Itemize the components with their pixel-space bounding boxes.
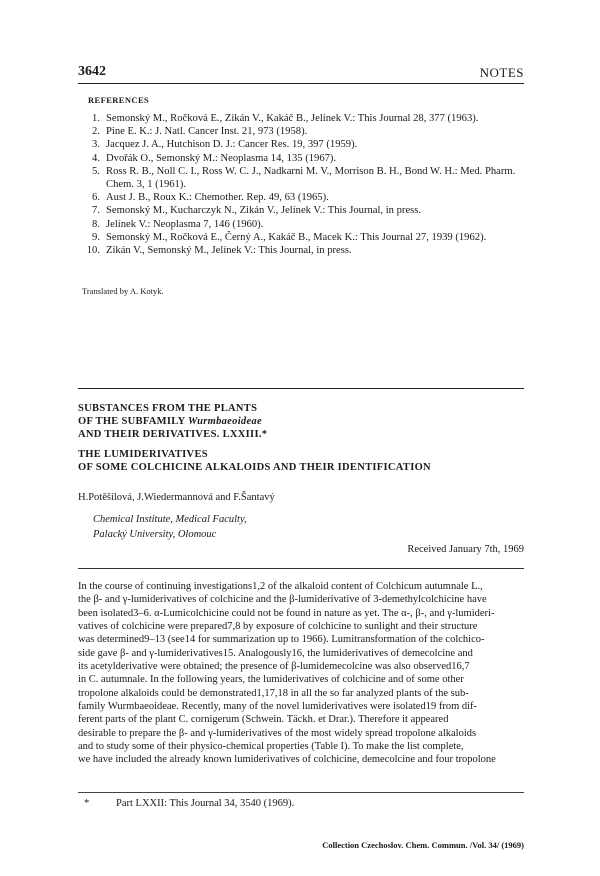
body-line: ferent parts of the plant C. cornigerum (Schwein. Täckh. et Drar.). Therefore it appeared	[78, 714, 449, 726]
reference-item: 9. Semonský M., Ročková E., Černý A., Kakáč B., Macek K.: This Journal 27, 1939 (1962).	[92, 231, 487, 243]
body-line: and to study some of their physico-chemical properties (Table I). To make the list complete,	[78, 741, 464, 753]
references-list	[80, 112, 528, 257]
reference-item: 10. Zikán V., Semonský M., Jelínek V.: This Journal, in press.	[86, 245, 352, 257]
reference-item: 8. Jelínek V.: Neoplasma 7, 146 (1960).	[92, 218, 264, 230]
references-heading: REFERENCES	[88, 95, 150, 105]
reference-item: 4. Dvořák O., Semonský M.: Neoplasma 14, 135 (1967).	[92, 152, 337, 164]
footnote-text: Part LXXII: This Journal 34, 3540 (1969).	[116, 798, 295, 809]
reference-item: 6. Aust J. B., Roux K.: Chemother. Rep. 49, 63 (1965).	[92, 192, 329, 204]
body-rule	[78, 568, 524, 569]
body-line: the β- and γ-lumiderivatives of colchicine and the β-lumiderivative of 3-demethylcolchicine have	[78, 594, 487, 606]
page-number: 3642	[78, 64, 106, 79]
article-title: SUBSTANCES FROM THE PLANTS OF THE SUBFAMILY Wurmbaeoideae AND THEIR DERIVATIVES. LXXIII.*	[78, 403, 268, 440]
article-subtitle: THE LUMIDERIVATIVES OF SOME COLCHICINE ALKALOIDS AND THEIR IDENTIFICATION	[78, 449, 431, 473]
authors: H.Potěšilová, J.Wiedermannová and F.Šantavý	[78, 492, 275, 503]
footnote	[84, 798, 294, 809]
body-line: side gave β- and γ-lumiderivatives15. Analogously16, the lumiderivatives of demecolcine and	[78, 647, 473, 659]
article-separator	[78, 388, 524, 389]
journal-footer: Collection Czechoslov. Chem. Commun. /Vol. 34/ (1969)	[322, 840, 524, 850]
body-line: vatives of colchicine were prepared7,8 by exposure of colchicine to sunlight and their structure	[78, 621, 478, 633]
received-date: Received January 7th, 1969	[407, 544, 524, 555]
header-rule	[78, 83, 524, 84]
reference-item: 1. Semonský M., Ročková E., Zikán V., Kakáč B., Jelínek V.: This Journal 28, 377 (1963).	[92, 113, 479, 124]
reference-item: 3. Jacquez J. A., Hutchison D. J.: Cancer Res. 19, 397 (1959).	[92, 139, 358, 151]
translator-credit: Translated by A. Kotyk.	[82, 286, 164, 296]
body-line: tropolone alkaloids could be demonstrated1,17,18 in all the so far analyzed plants of the sub-	[78, 687, 469, 699]
reference-item: 7. Semonský M., Kucharczyk N., Zikán V., Jelínek V.: This Journal, in press.	[92, 205, 422, 217]
reference-item: 2. Pine E. K.: J. Natl. Cancer Inst. 21, 973 (1958).	[92, 126, 308, 138]
body-line: its acetylderivative were obtained; the presence of β-lumidemecolcine was also observed16,7	[78, 661, 470, 673]
body-line: In the course of continuing investigations1,2 of the alkaloid content of Colchicum autumnale L.,	[78, 581, 483, 592]
section-header: NOTES	[479, 65, 524, 80]
reference-item: 5. Ross R. B., Noll C. I., Ross W. C. J., Nadkarni M. V., Morrison B. H., Bond W. H.: Med. Pharm. Chem. 3, 1 (1961).	[92, 165, 516, 191]
affiliation: Chemical Institute, Medical Faculty, Palacký University, Olomouc	[93, 514, 247, 540]
footnote-marker: *	[84, 798, 90, 809]
body-paragraph	[78, 580, 524, 767]
body-line: in C. autumnale. In the following years, the lumiderivatives of colchicine and of some other	[78, 674, 464, 686]
body-line: been isolated3–6. α-Lumicolchicine could not be found in nature as yet. The α-, β-, and γ-lumideri-	[78, 607, 495, 619]
body-line: family Wurmbaeoideae. Recently, many of the novel lumiderivatives were isolated19 from dif-	[78, 701, 478, 713]
footnote-rule	[78, 792, 524, 793]
body-line: was determined9–13 (see14 for summarization up to 1966). Lumitransformation of the colchico-	[78, 634, 485, 646]
body-line: desirable to prepare the β- and γ-lumiderivatives of the most widely spread tropolone alkaloids	[78, 727, 477, 739]
body-line: we have included the already known lumiderivatives of colchicine, demecolcine and four tropolone	[78, 754, 496, 766]
